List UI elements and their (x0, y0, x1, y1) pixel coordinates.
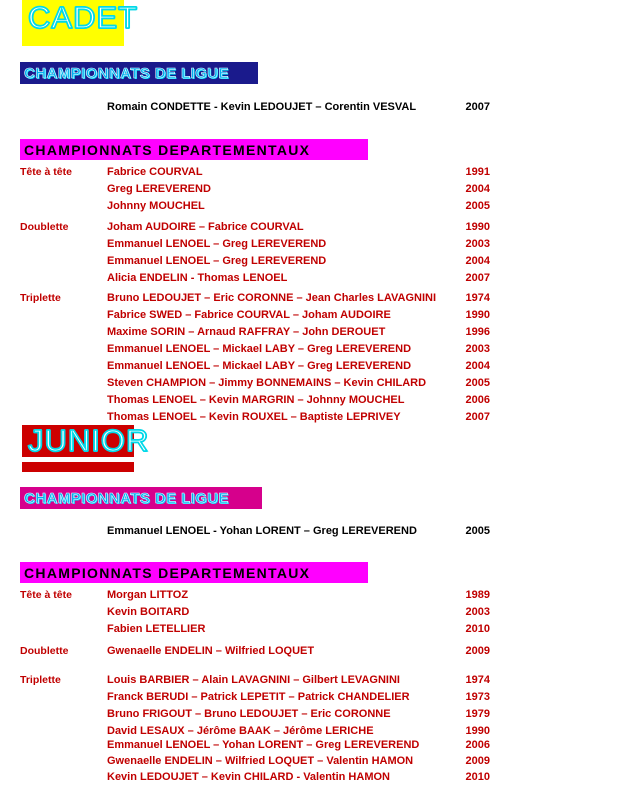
table-row (0, 326, 620, 342)
junior-ligue-row (0, 525, 620, 541)
junior-ligue-header (20, 487, 262, 509)
row-names: Steven CHAMPION – Jimmy BONNEMAINS – Kevin CHILARD (107, 377, 427, 389)
row-year: 2007 (465, 411, 490, 423)
table-row (0, 166, 620, 182)
row-year: 1996 (465, 326, 490, 338)
row-year: 2010 (465, 771, 490, 783)
cadet-tete-category: Tête à tête (20, 166, 72, 178)
table-row (0, 183, 620, 199)
row-names: Thomas LENOEL – Kevin ROUXEL – Baptiste LEPRIVEY (107, 411, 401, 423)
row-year: 2006 (465, 739, 490, 751)
row-names: David LESAUX – Jérôme BAAK – Jérôme LERICHE (107, 725, 374, 737)
row-year: 2004 (465, 360, 490, 372)
table-row (0, 739, 620, 755)
cadet-ligue-row (0, 101, 620, 117)
row-names: Gwenaelle ENDELIN – Wilfried LOQUET (107, 645, 315, 657)
cadet-banner-label: CADET (28, 0, 139, 35)
table-row (0, 623, 620, 639)
cadet-doublette-category: Doublette (20, 221, 69, 233)
table-row (0, 272, 620, 288)
row-year: 2010 (465, 623, 490, 635)
row-names: Emmanuel LENOEL – Greg LEREVEREND (107, 255, 327, 267)
junior-doublette-category: Doublette (20, 645, 69, 657)
cadet-dept-header-label: CHAMPIONNATS DEPARTEMENTAUX (24, 141, 311, 158)
table-row (0, 708, 620, 724)
table-row (0, 771, 620, 787)
row-year: 1979 (465, 708, 490, 720)
row-year: 2003 (465, 343, 490, 355)
table-row (0, 645, 620, 661)
row-year: 1990 (465, 309, 490, 321)
row-year: 2003 (465, 606, 490, 618)
table-row (0, 360, 620, 376)
cadet-banner (22, 0, 139, 46)
table-row (0, 238, 620, 254)
table-row (0, 377, 620, 393)
row-year: 1973 (465, 691, 490, 703)
row-year: 2004 (465, 255, 490, 267)
row-names: Alicia ENDELIN - Thomas LENOEL (107, 272, 288, 284)
row-names: Maxime SORIN – Arnaud RAFFRAY – John DEROUET (107, 326, 386, 338)
table-row (0, 691, 620, 707)
row-names: Bruno FRIGOUT – Bruno LEDOUJET – Eric CORONNE (107, 708, 391, 720)
row-names: Greg LEREVEREND (107, 183, 211, 195)
row-names: Thomas LENOEL – Kevin MARGRIN – Johnny MOUCHEL (107, 394, 405, 406)
row-year: 2005 (465, 377, 490, 389)
row-names: Kevin LEDOUJET – Kevin CHILARD - Valentin HAMON (107, 771, 390, 783)
junior-ligue-header-label: CHAMPIONNATS DE LIGUE (24, 489, 229, 507)
row-year: 2009 (465, 755, 490, 767)
table-row (0, 674, 620, 690)
cadet-dept-header (20, 139, 368, 160)
cadet-ligue-row-year: 2007 (465, 101, 490, 113)
row-year: 2009 (465, 645, 490, 657)
junior-banner-label: JUNIOR (28, 423, 150, 458)
row-names: Fabrice SWED – Fabrice COURVAL – Joham AUDOIRE (107, 309, 391, 321)
row-names: Emmanuel LENOEL – Greg LEREVEREND (107, 238, 327, 250)
row-year: 1990 (465, 725, 490, 737)
junior-ligue-row-year: 2005 (465, 525, 490, 537)
junior-dept-header (20, 562, 368, 583)
table-row (0, 343, 620, 359)
cadet-ligue-header-label: CHAMPIONNATS DE LIGUE (24, 64, 229, 82)
row-year: 1974 (465, 292, 490, 304)
row-year: 1990 (465, 221, 490, 233)
row-year: 1974 (465, 674, 490, 686)
cadet-ligue-row-names: Romain CONDETTE - Kevin LEDOUJET – Corentin VESVAL (107, 101, 417, 113)
junior-triplette-category: Triplette (20, 674, 61, 686)
row-names: Fabien LETELLIER (107, 623, 206, 635)
table-row (0, 292, 620, 308)
row-names: Joham AUDOIRE – Fabrice COURVAL (107, 221, 304, 233)
row-names: Franck BERUDI – Patrick LEPETIT – Patrick CHANDELIER (107, 691, 410, 703)
row-year: 1989 (465, 589, 490, 601)
row-year: 2005 (465, 200, 490, 212)
junior-tete-category: Tête à tête (20, 589, 72, 601)
table-row (0, 394, 620, 410)
junior-dept-header-label: CHAMPIONNATS DEPARTEMENTAUX (24, 564, 311, 581)
row-names: Bruno LEDOUJET – Eric CORONNE – Jean Charles LAVAGNINI (107, 292, 437, 304)
row-year: 2003 (465, 238, 490, 250)
row-names: Fabrice COURVAL (107, 166, 203, 178)
junior-banner-band-bottom (22, 462, 134, 472)
row-names: Emmanuel LENOEL – Mickael LABY – Greg LEREVEREND (107, 343, 412, 355)
row-year: 2004 (465, 183, 490, 195)
row-names: Johnny MOUCHEL (107, 200, 205, 212)
row-names: Emmanuel LENOEL – Mickael LABY – Greg LEREVEREND (107, 360, 412, 372)
row-names: Gwenaelle ENDELIN – Wilfried LOQUET – Valentin HAMON (107, 755, 414, 767)
row-names: Morgan LITTOZ (107, 589, 189, 601)
junior-ligue-row-names: Emmanuel LENOEL - Yohan LORENT – Greg LEREVEREND (107, 525, 417, 537)
row-names: Emmanuel LENOEL – Yohan LORENT – Greg LEREVEREND (107, 739, 420, 751)
table-row (0, 255, 620, 271)
table-row (0, 309, 620, 325)
row-year: 1991 (465, 166, 490, 178)
row-names: Kevin BOITARD (107, 606, 190, 618)
table-row (0, 755, 620, 771)
table-row (0, 589, 620, 605)
table-row (0, 606, 620, 622)
table-row (0, 200, 620, 216)
row-year: 2007 (465, 272, 490, 284)
cadet-triplette-category: Triplette (20, 292, 61, 304)
row-year: 2006 (465, 394, 490, 406)
row-names: Louis BARBIER – Alain LAVAGNINI – Gilbert LEVAGNINI (107, 674, 400, 686)
cadet-ligue-header (20, 62, 258, 84)
junior-banner (22, 423, 150, 472)
table-row (0, 221, 620, 237)
